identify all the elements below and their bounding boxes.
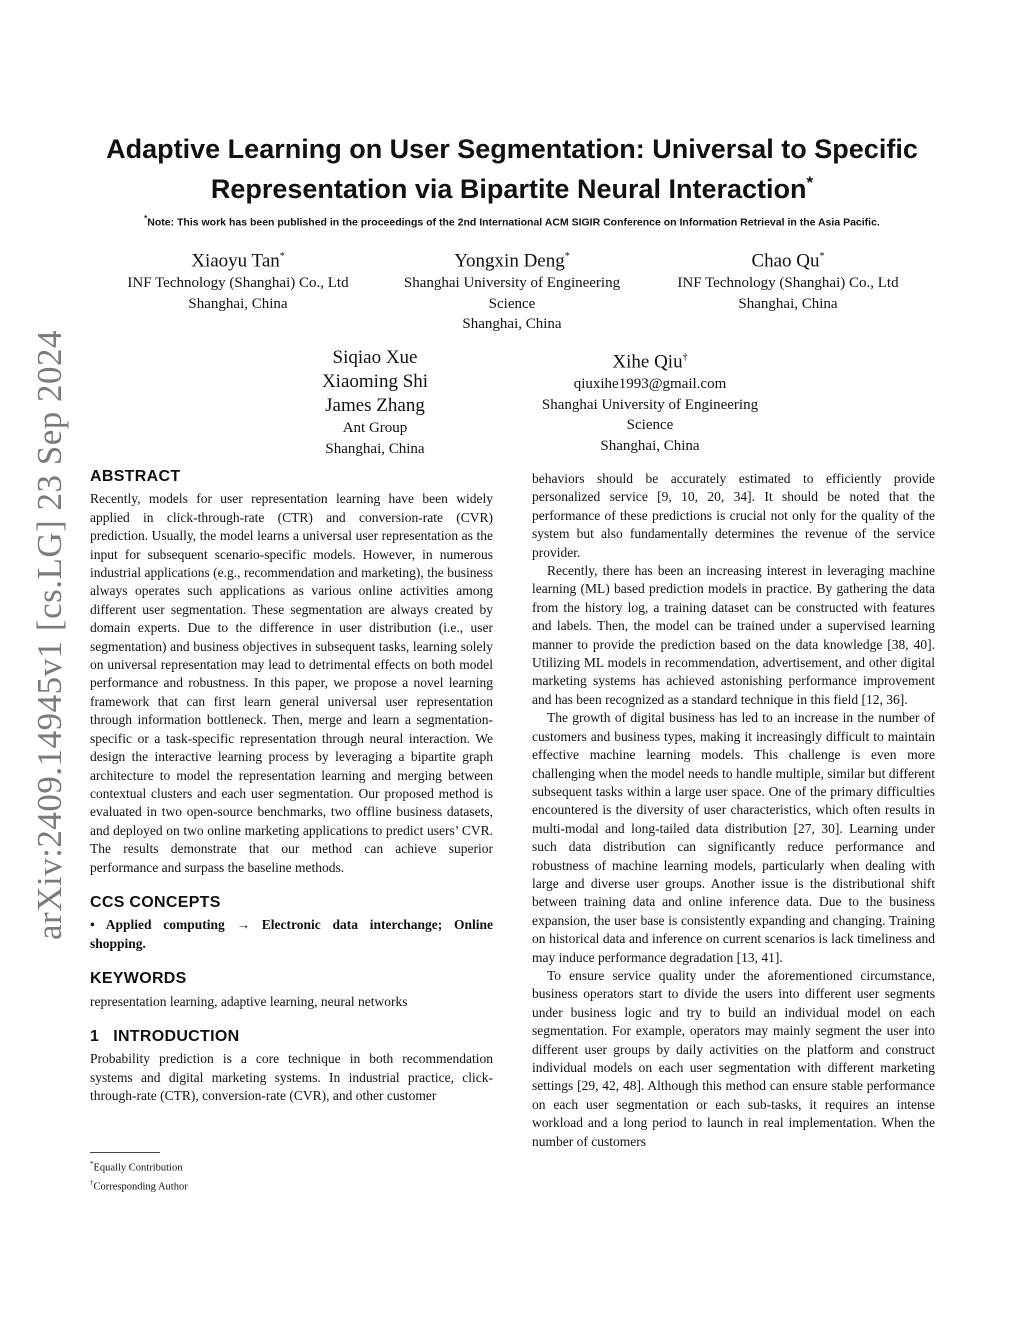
author-mark: * (564, 251, 570, 262)
introduction-paragraph-2: Recently, there has been an increasing interest in leveraging machine learning (ML) based prediction models in practice. By gathering the data from the history log, a training dataset can be constructed with features and labels. Then, the model can be trained under a supervised learning manner to provide the prediction based on the data knowledge [38, 40]. Utilizing ML models in recommendation, advertisement, and other digital marketing systems has achieved astonishing performance improvement and has been recognized as a standard technique in this field [12, 36]. (532, 563, 935, 707)
author-affiliation-line-2: Science (626, 417, 674, 434)
title-line-2: Representation via Bipartite Neural Interaction (210, 174, 807, 204)
author-location: Shanghai, China (188, 295, 288, 312)
ccs-text: • Applied computing → Electronic data interchange; Online shopping. (90, 917, 493, 951)
paper-title (90, 132, 934, 206)
footnote-mark: † (90, 1178, 94, 1187)
abstract-text: Recently, models for user representation learning have been widely applied in click-through-rate (CTR) and conversion-rate (CVR) prediction. Usually, the model learns a universal user representation as the input for subsequent scenario-specific models. However, in numerous industrial applications (e.g., recommendation and marketing), the business always operates such applications as various online activities among different user segmentation. These segmentation are always created by domain experts. Due to the difference in user distribution (i.e., user segmentation) and business objectives in subsequent tasks, learning solely on universal representation may lead to detrimental effects on both model performance and robustness. In this paper, we propose a novel learning framework that can first learn general universal user representation through information bottleneck. Then, merge and learn a segmentation-specific or a task-specific representation through neural interaction. We design the interactive learning process by leveraging a bipartite graph architecture to model the representation learning and merging between contextual clusters and each user segmentation. Our proposed method is evaluated in two open-source benchmarks, two offline business datasets, and deployed on two online marketing applications to predict users’ CVR. The results demonstrate that our method can achieve superior performance and surpass the baseline methods. (90, 491, 493, 875)
author-affiliation-line-2: Science (488, 295, 536, 312)
footnote-2 (90, 1176, 493, 1195)
publication-note (90, 214, 934, 229)
author-affiliation: Ant Group (342, 420, 408, 436)
author-name: James Zhang (325, 395, 425, 416)
author-name: Siqiao Xue (332, 347, 418, 368)
title-line-1: Adaptive Learning on User Segmentation: Universal to Specific (106, 134, 918, 164)
author-block-qiu (515, 346, 785, 456)
author-name: Xihe Qiu (612, 351, 683, 373)
introduction-paragraph-1-start: Probability prediction is a core technique in both recommendation systems and digital marketing systems. In industrial practice, click-through-rate (CTR), conversion-rate (CVR), and other customer (90, 1051, 493, 1104)
ccs-heading: CCS CONCEPTS (90, 893, 221, 911)
author-block-qu (640, 245, 936, 314)
author-email: qiuxihe1993@gmail.com (573, 376, 727, 393)
author-location: Shanghai, China (600, 437, 700, 454)
keywords-heading: KEYWORDS (90, 970, 187, 988)
footnote-1 (90, 1157, 493, 1176)
left-column (90, 468, 493, 1106)
paper-title-block (90, 132, 934, 206)
author-mark: † (682, 352, 688, 363)
right-column (532, 470, 935, 1151)
title-footnote-mark: * (806, 173, 814, 192)
author-block-deng (380, 245, 644, 335)
footnote-rule (90, 1152, 160, 1153)
author-name: Chao Qu (751, 250, 820, 272)
abstract-heading: ABSTRACT (90, 468, 181, 485)
author-location: Shanghai, China (462, 316, 562, 333)
publication-note-mark: * (144, 214, 148, 223)
footnotes (90, 1152, 493, 1194)
footnote-text: Equally Contribution (93, 1162, 183, 1174)
author-location: Shanghai, China (325, 440, 425, 457)
author-mark: * (819, 251, 825, 262)
introduction-paragraph-3: The growth of digital business has led to an increase in the number of customers and business types, making it increasingly difficult to maintain effective machine learning models. This challenge is even more challenging when the model needs to handle multiple, similar but different subsequent tasks within a large user space. One of the primary difficulties encountered is the diversity of user characteristics, which often results in multi-modal and long-tailed data distribution [27, 30]. Learning under such data distribution can significantly reduce performance and robustness of machine learning models, particularly when dealing with large and diverse user groups. Another issue is the distributional shift between training data and online inference data. Due to the business expansion, the user base is consistently expanding and changing. Training on historical data and inference on current scenarios is lack timeliness and may induce performance degradation [13, 41]. (532, 710, 935, 965)
author-block-ant-group (270, 346, 480, 459)
introduction-heading (90, 1028, 493, 1046)
introduction-paragraph-4: To ensure service quality under the aforementioned circumstance, business operators start to divide the users into different user segments under business logic and try to build an individual model on each segmentation. For example, operators may mainly segment the user into different user groups by daily activities on the platform and construct individual models on each user segmentation with different marketing settings [29, 42, 48]. Although this method can ensure stable performance on each user segmentation or each sub-tasks, it requires an intense workload and a long period to launch in real implementation. When the number of customers (532, 967, 935, 1149)
footnote-mark: * (90, 1160, 94, 1168)
author-name: Xiaoyu Tan (191, 250, 280, 272)
footnote-text: Corresponding Author (93, 1181, 188, 1192)
author-affiliation-line-1: Shanghai University of Engineering (541, 396, 759, 413)
author-affiliation: INF Technology (Shanghai) Co., Ltd (127, 275, 349, 292)
author-mark: * (279, 251, 285, 262)
author-affiliation-line-1: Shanghai University of Engineering (403, 275, 621, 292)
author-location: Shanghai, China (738, 295, 838, 312)
section-number: 1 (90, 1027, 100, 1045)
publication-note-text: Note: This work has been published in the proceedings of the 2nd International ACM SIGIR Conference on Information Retrieval in the Asia Pacific. (147, 216, 880, 229)
author-block-tan (90, 245, 386, 314)
keywords-text: representation learning, adaptive learning, neural networks (90, 993, 408, 1009)
author-affiliation: INF Technology (Shanghai) Co., Ltd (677, 275, 899, 292)
arxiv-identifier: arXiv:2409.14945v1 [cs.LG] 23 Sep 2024 (30, 329, 69, 940)
section-title: INTRODUCTION (113, 1027, 240, 1045)
author-name: Yongxin Deng (454, 250, 565, 272)
author-name: Xiaoming Shi (321, 371, 429, 392)
introduction-paragraph-1-cont: behaviors should be accurately estimated to efficiently provide personalized service [9, 10, 20, 34]. It should be noted that the performance of these predictions is crucial not only for the quality of the system but also fundamentally determines the revenue of the service provider. (532, 471, 935, 560)
